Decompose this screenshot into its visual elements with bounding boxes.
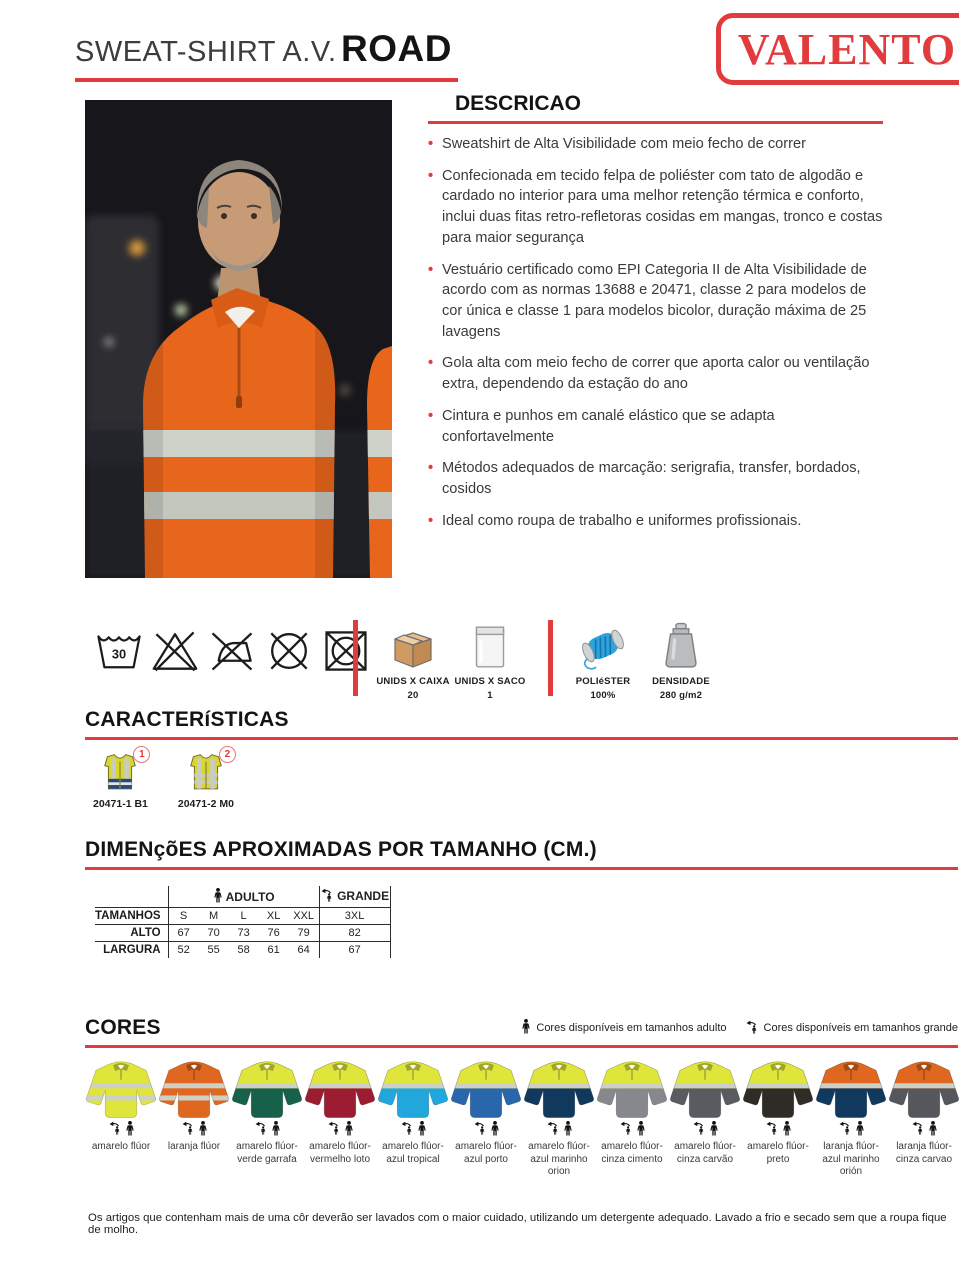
sizes-row-alto: [95, 925, 390, 942]
adult-icon: [709, 1121, 719, 1141]
available-sizes-icons: [108, 1123, 135, 1138]
colorway-laranja-flúor: [158, 1056, 230, 1179]
dimensoes-section: [85, 838, 958, 958]
grande-icon: [400, 1121, 414, 1140]
adult-icon: [521, 1019, 531, 1037]
bag-icon: [472, 616, 508, 670]
available-sizes-icons: [546, 1123, 573, 1138]
grande-group-header: [319, 886, 390, 908]
descricao-heading: DESCRICAO: [455, 92, 582, 115]
box-icon: [388, 616, 438, 670]
adult-icon: [490, 1121, 500, 1141]
hi-vis-vest-icon: [185, 778, 227, 795]
grande-icon: [320, 888, 334, 905]
descricao-bullet: • Confecionada em tecido felpa de poliéster com tato de algodão e cardado no interior para uma melhor retenção térmica e conforto, inclui duas fitas retro-refletoras cosidas em mangas, tronco e costas para maior segurança: [428, 166, 883, 249]
adult-icon: [344, 1121, 354, 1141]
colorway-amarelo-flúor-preto: [742, 1056, 814, 1179]
descricao-bullet: • Métodos adequados de marcação: serigrafia, transfer, bordados, cosidos: [428, 458, 883, 499]
spec-icons-strip: [85, 616, 885, 712]
divider: [548, 620, 553, 696]
adult-group-header: [168, 886, 319, 908]
adult-icon: [563, 1121, 573, 1141]
grande-icon: [254, 1121, 268, 1140]
weight-icon: [660, 616, 702, 670]
cores-section: [85, 1016, 958, 1179]
size-cell: 61: [267, 944, 280, 956]
polyester-label: POLIéSTER: [575, 676, 631, 687]
polyester-value: 100%: [590, 690, 616, 702]
colorway-label: amarelo flúor-azul porto: [455, 1141, 517, 1165]
descricao-bullet: • Vestuário certificado como EPI Categoria II de Alta Visibilidade de acordo com as normas 13688 e 20471, classe 2 para modelos de cor única e classe 1 para modelos bicolor, duração máxima de 25 lavagens: [428, 260, 883, 343]
color-swatches: [85, 1056, 958, 1179]
sizes-table-corner: [95, 886, 168, 908]
colorway-amarelo-flúor: [85, 1056, 157, 1179]
svg-text:30: 30: [111, 646, 127, 662]
product-type-title: SWEAT-SHIRT A.V.: [75, 36, 337, 68]
grande-icon: [108, 1121, 122, 1140]
colorway-label: amarelo flúor-vermelho loto: [309, 1141, 371, 1165]
cores-heading: CORES: [85, 1016, 161, 1039]
sweatshirt-color-image: [377, 1056, 449, 1122]
available-sizes-icons: [400, 1123, 427, 1138]
available-sizes-icons: [692, 1123, 719, 1138]
colorway-label: amarelo flúor-preto: [747, 1141, 809, 1165]
colorway-label: laranja flúor: [167, 1141, 221, 1152]
available-sizes-icons: [765, 1123, 792, 1138]
adult-icon: [782, 1121, 792, 1141]
size-cell: 73: [229, 925, 259, 942]
caracteristicas-underline: [85, 737, 958, 740]
sweatshirt-color-image: [596, 1056, 668, 1122]
wash-30-icon: [95, 628, 143, 674]
units-per-bag: [445, 616, 535, 704]
descricao-bullet: • Sweatshirt de Alta Visibilidade com meio fecho de correr: [428, 134, 883, 155]
sweatshirt-color-image: [85, 1056, 157, 1122]
colorway-amarelo-flúor-azul-porto: [450, 1056, 522, 1179]
brand-name: VALENTO: [737, 24, 957, 74]
row-label: ALTO: [95, 925, 168, 942]
size-cell: XL: [259, 908, 289, 925]
product-photo-illustration: [85, 100, 392, 578]
density-label: DENSIDADE: [652, 676, 710, 687]
available-sizes-icons: [838, 1123, 865, 1138]
legend-adult-text: Cores disponíveis em tamanhos adulto: [536, 1022, 727, 1034]
grande-icon: [327, 1121, 341, 1140]
colorway-label: amarelo flúor-verde garrafa: [236, 1141, 298, 1165]
available-sizes-icons: [327, 1123, 354, 1138]
descricao-bullet: • Gola alta com meio fecho de correr que aporta calor ou ventilação extra, dependendo da estação do ano: [428, 353, 883, 394]
grande-icon: [838, 1121, 852, 1140]
size-cell: 52: [168, 942, 199, 959]
legend-adult: [521, 1019, 726, 1037]
colorway-label: amarelo flúor-cinza carvão: [674, 1141, 736, 1165]
units-bag-label: UNIDS X SACO: [454, 676, 526, 687]
size-cell: 76: [259, 925, 289, 942]
colorway-label: amarelo flúor: [91, 1141, 151, 1152]
no-tumble-dry-icon: [321, 628, 371, 674]
grande-icon: [745, 1020, 759, 1037]
no-dry-clean-icon: [264, 628, 314, 674]
caracteristicas-heading: CARACTERíSTICAS: [85, 708, 289, 731]
colorway-amarelo-flúor-cinza-cimento: [596, 1056, 668, 1179]
sweatshirt-color-image: [888, 1056, 959, 1122]
grande-group-label: GRANDE: [337, 889, 390, 903]
grande-icon: [911, 1121, 925, 1140]
cores-legend: [521, 1019, 958, 1040]
descricao-bullet: • Cintura e punhos em canalé elástico que se adapta confortavelmente: [428, 406, 883, 447]
row-label: TAMANHOS: [95, 908, 168, 925]
sweatshirt-color-image: [523, 1056, 595, 1122]
no-iron-icon: [207, 628, 257, 674]
descricao-section: [428, 92, 883, 543]
units-box-label: UNIDS X CAIXA: [376, 676, 450, 687]
size-cell-grande: 82: [319, 925, 390, 942]
cores-underline: [85, 1045, 958, 1048]
size-cell: L: [229, 908, 259, 925]
size-cell: 70: [199, 925, 229, 942]
colorway-label: amarelo flúor-azul marinho orion: [528, 1141, 590, 1177]
caracteristicas-section: [85, 708, 958, 810]
size-cell: 67: [168, 925, 199, 942]
hi-vis-vest-icon: [99, 778, 141, 795]
colorway-amarelo-flúor-cinza-carvão: [669, 1056, 741, 1179]
available-sizes-icons: [473, 1123, 500, 1138]
sweatshirt-color-image: [815, 1056, 887, 1122]
adult-icon: [198, 1121, 208, 1141]
divider: [353, 620, 358, 696]
colorway-amarelo-flúor-azul-marinho-orion: [523, 1056, 595, 1179]
dimensoes-underline: [85, 867, 958, 870]
adult-icon: [928, 1121, 938, 1141]
size-cell: 58: [237, 944, 250, 956]
colorway-amarelo-flúor-verde-garrafa: [231, 1056, 303, 1179]
units-bag-value: 1: [487, 690, 493, 702]
legend-grande: [745, 1020, 958, 1037]
adult-icon: [417, 1121, 427, 1141]
descricao-underline: [428, 121, 883, 124]
available-sizes-icons: [181, 1123, 208, 1138]
colorway-label: amarelo flúor-azul tropical: [382, 1141, 444, 1165]
adult-icon: [125, 1121, 135, 1141]
adult-group-label: ADULTO: [225, 889, 275, 904]
size-cell-grande: 3XL: [319, 908, 390, 925]
size-cell: 79: [289, 925, 320, 942]
legend-grande-text: Cores disponíveis em tamanhos grande: [763, 1022, 958, 1034]
care-symbols: [95, 628, 371, 674]
descricao-bullet: • Ideal como roupa de trabalho e uniformes profissionais.: [428, 511, 883, 532]
units-box-value: 20: [407, 690, 419, 702]
available-sizes-icons: [911, 1123, 938, 1138]
sizes-row-largura: [95, 942, 390, 959]
product-photo: [85, 100, 392, 578]
sweatshirt-color-image: [231, 1056, 303, 1122]
adult-icon: [271, 1121, 281, 1141]
adult-icon: [855, 1121, 865, 1141]
cert-badge-number: 1: [133, 746, 150, 763]
size-cell-grande: 67: [319, 942, 390, 959]
adult-icon: [636, 1121, 646, 1141]
footer-note: Os artigos que contenham mais de uma côr deverão ser lavados com o maior cuidado, utilizando um detergente adequado. Lavado a frio e secado sem que a roupa fique de molho.: [88, 1212, 947, 1236]
descricao-list: [428, 134, 883, 532]
grande-icon: [765, 1121, 779, 1140]
grande-icon: [546, 1121, 560, 1140]
sizes-table: [95, 886, 391, 958]
sweatshirt-color-image: [669, 1056, 741, 1122]
sweatshirt-color-image: [304, 1056, 376, 1122]
product-name-title: ROAD: [341, 28, 452, 69]
row-label: LARGURA: [103, 944, 161, 956]
available-sizes-icons: [619, 1123, 646, 1138]
cert-badge-number: 2: [219, 746, 236, 763]
sweatshirt-color-image: [450, 1056, 522, 1122]
sweatshirt-color-image: [158, 1056, 230, 1122]
material-density: [633, 616, 729, 704]
size-cell: S: [168, 908, 199, 925]
certification-20471-1-b1: [93, 749, 148, 810]
no-bleach-icon: [150, 628, 200, 674]
adult-icon: [213, 888, 223, 906]
size-cell: XXL: [289, 908, 320, 925]
size-cell: 64: [297, 944, 310, 956]
sizes-row-tamanhos: [95, 908, 390, 925]
colorway-laranja-flúor-cinza-carvao: [888, 1056, 959, 1179]
certification-20471-2-m0: [177, 749, 234, 810]
thread-spool-icon: [578, 616, 628, 670]
colorway-amarelo-flúor-vermelho-loto: [304, 1056, 376, 1179]
certification-badges: [93, 749, 958, 810]
colorway-label: laranja flúor-azul marinho orión: [822, 1141, 880, 1177]
available-sizes-icons: [254, 1123, 281, 1138]
valento-logo: [716, 13, 959, 85]
cert-label: 20471-1 B1: [93, 798, 148, 810]
grande-icon: [692, 1121, 706, 1140]
sweatshirt-color-image: [742, 1056, 814, 1122]
grande-icon: [619, 1121, 633, 1140]
cert-label: 20471-2 M0: [177, 798, 234, 810]
colorway-label: laranja flúor-cinza carvao: [895, 1141, 953, 1165]
dimensoes-heading: DIMENçõES APROXIMADAS POR TAMANHO (CM.): [85, 838, 597, 861]
colorway-laranja-flúor-azul-marinho-orión: [815, 1056, 887, 1179]
page-title: [75, 28, 452, 70]
size-cell: 55: [207, 944, 220, 956]
grande-icon: [473, 1121, 487, 1140]
grande-icon: [181, 1121, 195, 1140]
title-underline: [75, 78, 458, 82]
density-value: 280 g/m2: [659, 690, 703, 702]
size-cell: M: [199, 908, 229, 925]
colorway-amarelo-flúor-azul-tropical: [377, 1056, 449, 1179]
colorway-label: amarelo flúor-cinza cimento: [601, 1141, 663, 1165]
